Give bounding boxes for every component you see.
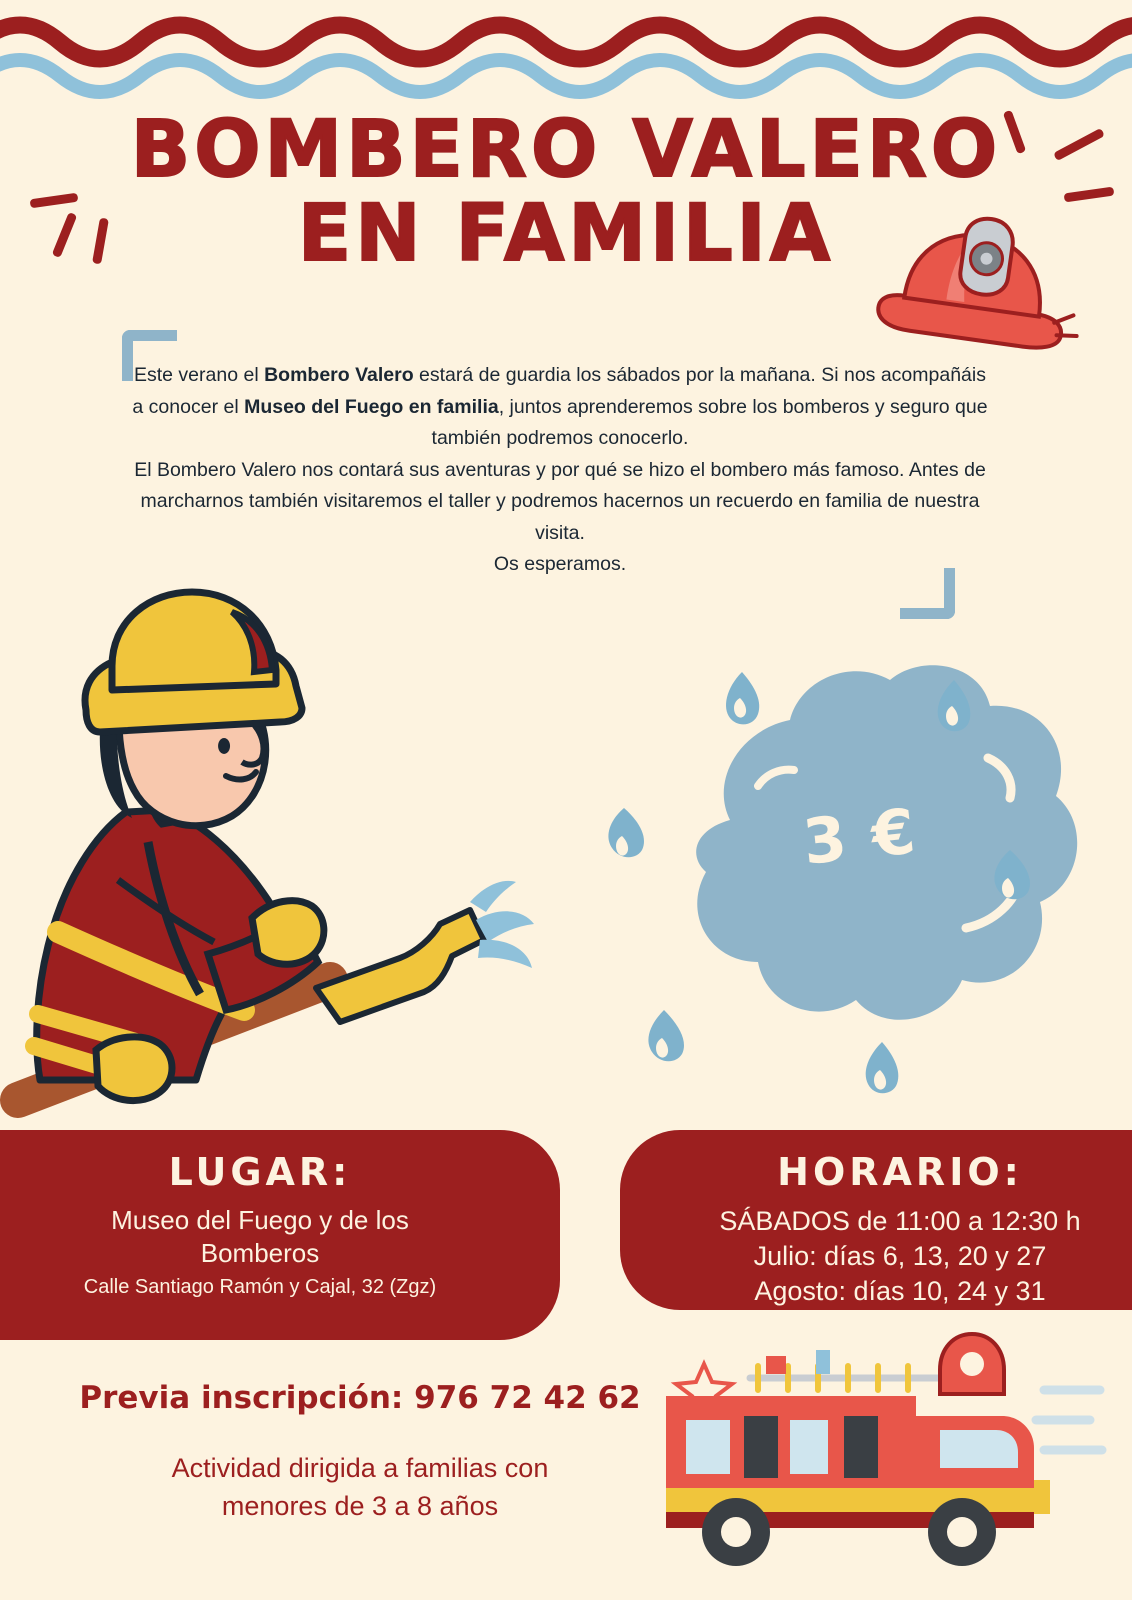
dirigida-line-2: menores de 3 a 8 años xyxy=(221,1490,499,1521)
intro-paragraph-3: Os esperamos. xyxy=(493,553,627,576)
dirigida-line-1: Actividad dirigida a familias con xyxy=(171,1453,549,1483)
fire-truck-illustration xyxy=(640,1320,1110,1580)
glove-left-icon xyxy=(96,1037,172,1101)
intro-p1-bold-2: Museo del Fuego en familia xyxy=(244,395,499,418)
intro-p1-part-a: Este verano el xyxy=(134,364,265,386)
page-title xyxy=(0,105,1132,280)
intro-paragraph-1 xyxy=(132,360,988,455)
speed-lines-icon xyxy=(1036,1390,1102,1450)
title-line-2: EN FAMILIA xyxy=(297,189,835,280)
horario-heading: HORARIO: xyxy=(777,1150,1023,1194)
horario-line-2: Julio: días 6, 13, 20 y 27 xyxy=(753,1241,1047,1272)
intro-p1-bold-1: Bombero Valero xyxy=(264,364,414,386)
intro-text xyxy=(132,360,988,581)
horario-line-3: Agosto: días 10, 24 y 31 xyxy=(754,1276,1046,1307)
glove-right-icon xyxy=(252,901,324,965)
panel-horario xyxy=(620,1130,1132,1310)
lugar-line-2: Bomberos xyxy=(200,1237,320,1268)
truck-windshield-icon xyxy=(940,1430,1018,1468)
lugar-address: Calle Santiago Ramón y Cajal, 32 (Zgz) xyxy=(83,1276,437,1298)
wave-decoration xyxy=(0,0,1132,100)
intro-p1-part-c: estará de guardia los sábados por la mañana. Si nos acompañáis a conocer el xyxy=(132,364,986,418)
inscripcion-text: Previa inscripción: 976 72 42 62 xyxy=(79,1380,641,1416)
firefighter-illustration xyxy=(0,580,560,1120)
lugar-line-1: Museo del Fuego y de los xyxy=(111,1205,409,1235)
panel-lugar xyxy=(0,1130,560,1340)
horario-line-1: SÁBADOS de 11:00 a 12:30 h xyxy=(719,1206,1081,1236)
dirigida-text xyxy=(60,1450,660,1526)
intro-p1-part-e: , juntos aprenderemos sobre los bomberos y seguro que también podremos conocerlo. xyxy=(431,395,988,450)
title-line-1: BOMBERO VALERO xyxy=(130,105,1002,195)
price-label: 3 € xyxy=(799,794,921,879)
water-spray-icon xyxy=(470,881,534,968)
lugar-heading: LUGAR: xyxy=(168,1150,352,1194)
intro-paragraph-2: El Bombero Valero nos contará sus aventuras y por qué se hizo el bombero más famoso. Antes de marcharnos también visitaremos el taller y podremos hacernos un recuerdo en familia de nuestra visita. xyxy=(134,458,986,544)
eye-icon xyxy=(218,738,230,754)
